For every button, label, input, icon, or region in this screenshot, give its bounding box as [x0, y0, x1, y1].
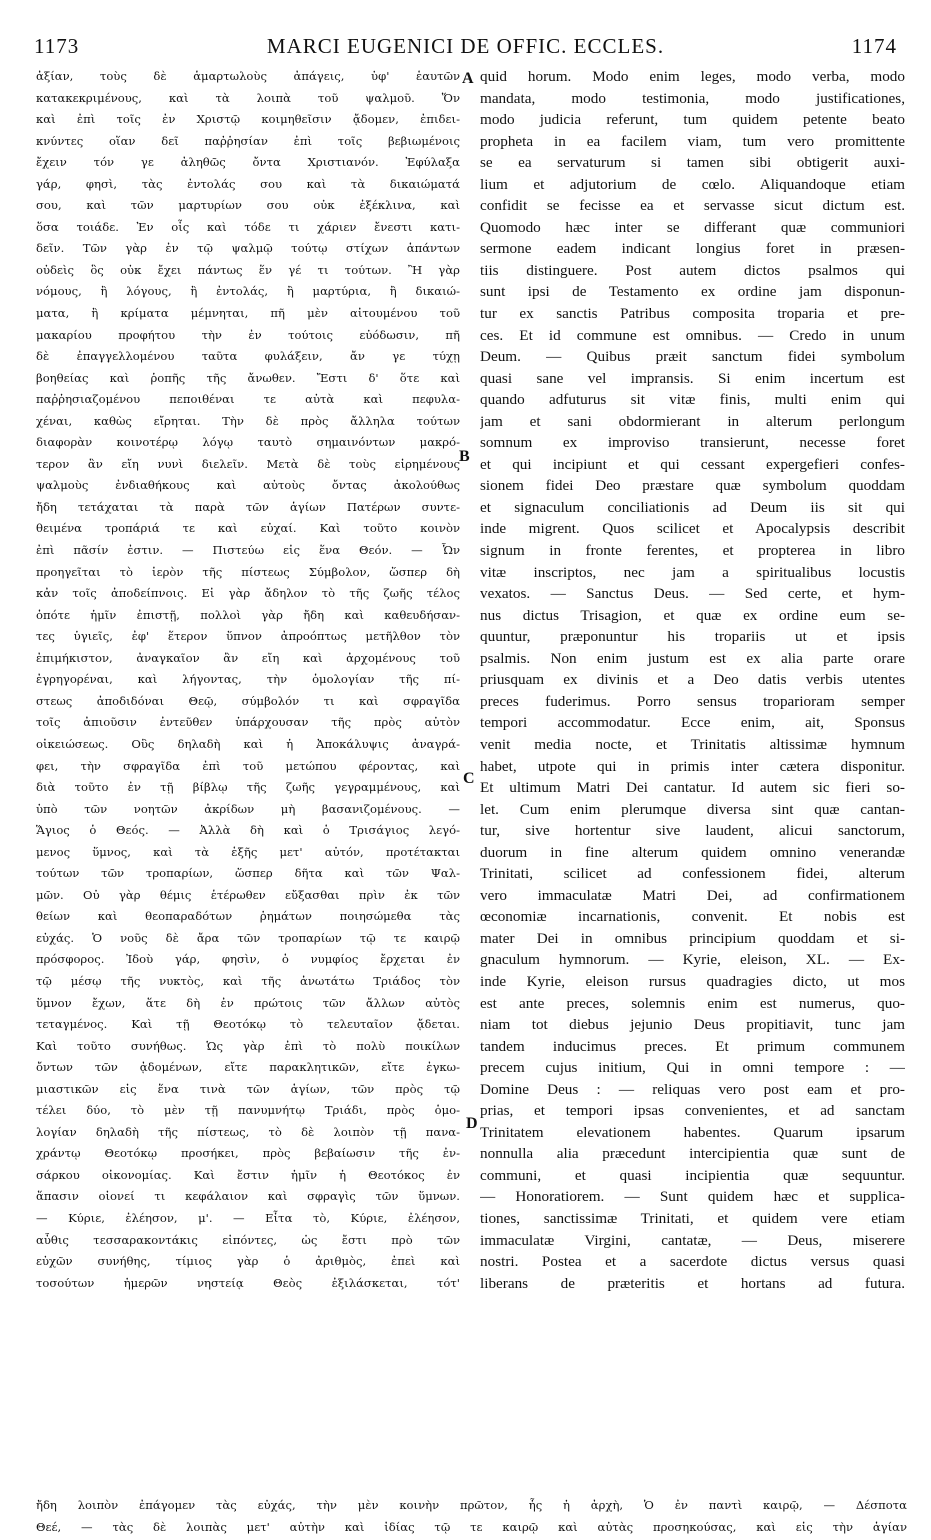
latin-text-line: vitæ inscriptos, nec jam a spiritualibus locustis	[480, 563, 905, 581]
page-number-right: 1174	[851, 34, 897, 58]
latin-column	[480, 66, 905, 1294]
greek-column	[36, 66, 460, 1294]
greek-text-line: ὁπότε ἡμῖν ἐπιστῇ, πολλοὶ γὰρ ἤδη καὶ καθευδήσαν-	[36, 607, 460, 622]
latin-text-line: venit media nocte, et Trinitatis altissimæ hymnum	[480, 735, 905, 753]
greek-text-line: πρόσφορος. Ἰδοὺ γάρ, φησὶν, ὁ νυμφίος ἔρχεται ἐν	[36, 952, 460, 967]
latin-text-line: œconomiæ incarnationis, convenit. Et nobis est	[480, 908, 905, 926]
greek-text-line: εὐχάς. Ὁ νοῦς δὲ ἄρα τῶν τροπαρίων τῷ τε καιρῷ	[36, 930, 460, 945]
bottom-text-line: Θεέ, — τὰς δὲ λοιπὰς μετ' αὐτὴν καὶ ἰδίας τῷ τε καιρῷ καὶ αὐτὰς προσηκούσας, καὶ εἰς τὴν ἁγίαν	[36, 1519, 907, 1534]
greek-text-line: δὲ ἐπαγγελλομένου ταῦτα φυλάξειν, ἄν γε τύχῃ	[36, 349, 460, 364]
greek-text-line: χέναι, καθὼς εἴρηται. Τὴν δὲ πρὸς ἄλληλα τούτων	[36, 413, 460, 428]
latin-text-line: tiis distinguere. Post autem dictos psalmos qui	[480, 261, 905, 279]
latin-text-line: vero immaculatæ Matri Dei, ad confirmationem	[480, 886, 905, 904]
latin-text-line: Domine Deus : — reliquas vero post eam et pro-	[480, 1080, 905, 1098]
greek-text-line: τες ὑγιεῖς, ἐφ' ἕτερον ὕπνον ἀπροόπτως μετῆλθον τὸν	[36, 629, 460, 644]
latin-text-line: sionem fidei Deo præstare quæ symbolum quoddam	[480, 477, 905, 495]
greek-text-line: ἤδη τετάχαται τὰ παρὰ τῶν ἁγίων Πατέρων συντε-	[36, 499, 460, 514]
latin-text-line: duorum in fine alterum quidem omnino venerandæ	[480, 843, 905, 861]
latin-text-line: inde Kyrie, eleison rursus quadragies dicto, ut mos	[480, 972, 905, 990]
greek-text-line: ἅπασιν οἱονεί τι κεφάλαιον καὶ σφραγὶς τῶν ὕμνων.	[36, 1189, 460, 1204]
latin-text-line: nus dictus Trisagion, et quæ ex ordine eum se-	[480, 606, 905, 624]
bottom-text-line: ἤδη λοιπὸν ἐπάγομεν τὰς εὐχάς, τὴν μὲν κοινὴν πρῶτον, ἧς ἡ ἀρχὴ, Ὁ ἐν παντὶ καιρῷ, — Δέσποτα	[36, 1498, 907, 1512]
greek-text-line: τέλει δύο, τὸ μὲν τῇ πανυμνήτῳ Τριάδι, πρὸς ὁμο-	[36, 1103, 460, 1118]
greek-text-line: ἐπὶ πᾶσίν ἐστιν. — Πιστεύω εἰς ἕνα Θεόν. — Ὧν	[36, 543, 460, 558]
greek-text-line: — Κύριε, ἐλέησον, μ'. — Εἶτα τὸ, Κύριε, ἐλέησον,	[36, 1210, 460, 1225]
greek-text-line: ὄντων τῶν ᾀδομένων, εἴτε παρακλητικῶν, εἴτε ἐγκω-	[36, 1060, 460, 1075]
latin-text-line: gnaculum hymnorum. — Kyrie, eleison, XL. — Ex-	[480, 951, 905, 969]
latin-text-line: tempori accommodatur. Ecce enim, ait, Sponsus	[480, 714, 905, 732]
latin-text-line: sunt ipsi de Testamento ex ordine jam disponun-	[480, 283, 905, 301]
greek-text-line: διαφορὰν κοινοτέρῳ λόγῳ ταυτὸ σημαινόντων μακρό-	[36, 435, 460, 450]
greek-text-line: διὰ τοῦτο ἐν τῇ βίβλῳ τῆς ζωῆς γεγραμμένους, καὶ	[36, 780, 460, 795]
greek-text-line: κἀν τοῖς ἀποδείπνοις. Εἰ γὰρ ἄδηλον τὸ τῆς ζωῆς τέλος	[36, 586, 460, 601]
greek-text-line: χράντῳ Θεοτόκῳ προσήκει, πρὸς βεβαίωσιν τῆς ἐν-	[36, 1146, 460, 1161]
greek-text-line: μακαρίου προφήτου τὴν ἐν τούτοις εὐόδωσιν, πῆ	[36, 327, 460, 342]
latin-text-line: let. Cum enim plerumque diversa sint quæ cantan-	[480, 800, 905, 818]
latin-text-line: Et ultimum Matri Dei cantatur. Id autem sic fieri so-	[480, 779, 905, 797]
latin-text-line: tandem inducimus preces. Et primum communem	[480, 1037, 905, 1055]
greek-text-line: παῤῥησιαζομένου πεποιθέναι τε αὐτὰ καὶ πεφυλα-	[36, 392, 460, 407]
latin-text-line: tur, sive hortentur sive laudent, alicui sanctorum,	[480, 822, 905, 840]
page-number-left: 1173	[34, 34, 80, 58]
latin-text-line: niam tot diebus jejunio Deus propitiavit, tunc jam	[480, 1016, 905, 1034]
greek-text-line: καὶ ἐπὶ τοῖς ἐν Χριστῷ κοιμηθεῖσιν ᾄδομεν, ἐπιδει-	[36, 112, 460, 127]
latin-text-line: vexatos. — Sanctus Deus. — Sed certe, et hym-	[480, 585, 905, 603]
greek-text-line: κνύντες οἵαν δεῖ παῤῥησίαν ἐπὶ τοῖς βεβιωμένοις	[36, 133, 460, 148]
latin-text-line: — Honoratiorem. — Sunt quidem hæc et supplica-	[480, 1188, 905, 1206]
latin-text-line: et signaculum conciliationis ad Deum iis sit qui	[480, 498, 905, 516]
latin-text-line: inde migrent. Quos scilicet et Apocalypsis describit	[480, 520, 905, 538]
latin-text-line: quuntur, præponuntur his tropariis ut et ipsis	[480, 628, 905, 646]
latin-text-line: propheta in ea facilem viam, tum vero promittente	[480, 132, 905, 150]
latin-text-line: tiones, sanctissimæ Trinitati, et quidem vere etiam	[480, 1209, 905, 1227]
latin-text-line: Quomodo hæc inter se differant quæ communiori	[480, 218, 905, 236]
latin-text-line: mandata, modo testimonia, modo justificationes,	[480, 89, 905, 107]
greek-text-line: μιαστικῶν εἰς ἕνα τινὰ τῶν ἁγίων, τῶν πρὸς τῷ	[36, 1081, 460, 1096]
greek-text-line: βοηθείας καὶ ῥοπῆς τῆς ἄνωθεν. Ἔστι δ' ὅτε καὶ	[36, 370, 460, 385]
margin-letter-b: B	[459, 448, 470, 465]
latin-text-line: sermone eadem indicant longius foret in præsen-	[480, 240, 905, 258]
latin-text-line: signum in fronte ferentes, et propterea in libro	[480, 542, 905, 560]
greek-text-line: ὑπὸ τῶν νοητῶν ἀκρίδων μὴ βασανιζομένους. —	[36, 801, 460, 816]
latin-text-line: modo judicia referunt, tum quidem petente beato	[480, 111, 905, 129]
greek-text-line: ὅσα τοιάδε. Ἐν οἷς καὶ τόδε τι χάριεν ἔνεστι κατι-	[36, 219, 460, 234]
greek-text-line: τοῖς ἀπιοῦσιν ἐντεῦθεν ὑπάρχουσαν τῆς πρὸς αὐτὸν	[36, 715, 460, 730]
latin-text-line: prias, et tempori ipsas convenientes, et ad sanctam	[480, 1102, 905, 1120]
greek-text-line: ἀξίαν, τοὺς δὲ ἁμαρτωλοὺς ἀπάγεις, ὑφ' ἑαυτῶν	[36, 69, 460, 83]
latin-text-line: jam et sani obdormierant in alterum perlongum	[480, 412, 905, 430]
margin-letter-d: D	[466, 1115, 478, 1132]
greek-text-line: τερον ἂν εἴη νυνὶ διελεῖν. Μετὰ δὲ τοὺς εἰρημένους	[36, 456, 460, 471]
margin-letter-a: A	[462, 70, 474, 87]
latin-text-line: confidit se fecisse ea et servasse sicut dictum est.	[480, 197, 905, 215]
latin-text-line: habet, utpote qui in primis inter cætera disponitur.	[480, 757, 905, 775]
margin-letter-c: C	[463, 770, 475, 787]
latin-text-line: liberans de præteritis et hortans ad futura.	[480, 1274, 905, 1292]
latin-text-line: somnum ex improviso transierunt, necesse foret	[480, 434, 905, 452]
latin-text-line: tur ex sanctis Patribus composita troparia et pre-	[480, 305, 905, 323]
greek-text-line: λογίαν δηλαδὴ τῆς πίστεως, τὸ δὲ λοιπὸν τῇ πανα-	[36, 1124, 460, 1139]
greek-text-line: τῷ μέσῳ τῆς νυκτὸς, καὶ τῆς ἀνωτάτω Τριάδος τὸν	[36, 973, 460, 988]
greek-text-line: εὐχῶν συνήθης, τίμιος γὰρ ὁ ἀριθμὸς, ἐπεὶ καὶ	[36, 1254, 460, 1269]
greek-text-line: ἐπιμήκιστον, ἀναγκαῖον ἂν εἴη καὶ ἀρχομένους τοῦ	[36, 650, 460, 665]
latin-text-line: priusquam ex divinis et a Deo datis verbis utentes	[480, 671, 905, 689]
greek-text-line: μῶν. Οὐ γὰρ θέμις ἑτέρωθεν εὔξασθαι πρὶν ἐκ τῶν	[36, 887, 460, 902]
greek-text-line: Ἅγιος ὁ Θεός. — Ἀλλὰ δὴ καὶ ὁ Τρισάγιος λεγό-	[36, 823, 460, 838]
latin-text-line: immaculatæ Virgini, cantatæ, — Deus, miserere	[480, 1231, 905, 1249]
latin-text-line: et qui incipiunt et qui cessant expergefieri confes-	[480, 455, 905, 473]
greek-text-line: τούτων τῶν τροπαρίων, ὥσπερ δῆτα καὶ τῶν Ψαλ-	[36, 866, 460, 881]
greek-text-line: Καὶ τοῦτο συνήθως. Ὡς γὰρ ἐπὶ τὸ πολὺ ποικίλων	[36, 1038, 460, 1053]
latin-text-line: communi, et quasi incipientia quæ sequuntur.	[480, 1166, 905, 1184]
latin-text-line: est ante preces, solemnis enim est numerus, quo-	[480, 994, 905, 1012]
running-title: MARCI EUGENICI DE OFFIC. ECCLES.	[266, 34, 665, 58]
latin-text-line: lium et adjutorium de cœlo. Aliquandoque etiam	[480, 175, 905, 193]
latin-text-line: ces. Et id commune est omnibus. — Credo in unum	[480, 326, 905, 344]
greek-text-line: δεῖν. Τῶν γὰρ ἐν τῷ ψαλμῷ τούτῳ στίχων ἁπάντων	[36, 241, 460, 256]
latin-text-line: quando adfuturus sit vitæ finis, multi enim qui	[480, 391, 905, 409]
latin-text-line: quid horum. Modo enim leges, modo verba, modo	[480, 68, 905, 85]
latin-text-line: precem cujus initium, Qui in omni tempore : —	[480, 1059, 905, 1077]
latin-text-line: nostri. Postea et a sacerdote dictus versus quasi	[480, 1253, 905, 1271]
greek-text-line: ἔχειν τόν γε ἀληθῶς ὄντα Χριστιανόν. Ἐφύλαξα	[36, 155, 460, 170]
greek-text-line: μενος ὕμνος, καὶ τὰ ἑξῆς μετ' αὐτόν, προτέτακται	[36, 844, 460, 859]
greek-text-line: ἐγρηγορέναι, καὶ λήγοντας, τὴν ὁμολογίαν τῆς πί-	[36, 672, 460, 687]
latin-text-line: quasi sane vel impransis. Si enim incertum est	[480, 369, 905, 387]
greek-text-line: ματα, ἢ κρίματα μέμνηται, πῆ μὲν αἰτουμένου τοῦ	[36, 306, 460, 321]
greek-text-line: ψαλμοὺς ἐνδιαθήκους καὶ αὐτοὺς ὄντας ἀκολούθως	[36, 478, 460, 493]
latin-text-line: preces fuderimus. Porro sensus troparioram semper	[480, 692, 905, 710]
greek-text-line: νόμους, ἢ λόγους, ἢ ἐντολάς, ἢ μαρτύρια, ἢ δικαιώ-	[36, 284, 460, 299]
bottom-greek-lines	[36, 1495, 907, 1538]
greek-text-line: οἰκειώσεως. Οὓς δηλαδὴ καὶ ἡ Ἀποκάλυψις ἀναγρά-	[36, 736, 460, 751]
greek-text-line: φει, τὴν σφραγῖδα ἐπὶ τοῦ μετώπου φέροντας, καὶ	[36, 758, 460, 773]
greek-text-line: θείων καὶ θεοπαραδότων ῥημάτων ποιησώμεθα τὰς	[36, 909, 460, 924]
latin-text-line: Trinitati, scilicet ad confessionem fidei, alterum	[480, 865, 905, 883]
greek-text-line: στεως ἀποδιδόναι Θεῷ, σύμβολόν τι καὶ σφραγῖδα	[36, 693, 460, 708]
latin-text-line: Trinitatem elevationem habentes. Quarum ipsarum	[480, 1123, 905, 1141]
greek-text-line: γάρ, φησὶ, τὰς ἐντολάς σου καὶ τὰ δικαιώματά	[36, 176, 460, 191]
latin-text-line: Deum. — Quibus præit sanctum fidei symbolum	[480, 348, 905, 366]
latin-text-line: nonnulla alia præcedunt intercipientia quæ sunt de	[480, 1145, 905, 1163]
latin-text-line: psalmis. Non enim justum est ex alia parte orare	[480, 649, 905, 667]
greek-text-line: προηγεῖται τὸ ἱερὸν τῆς πίστεως Σύμβολον, ὥσπερ δὴ	[36, 564, 460, 579]
running-header	[34, 34, 897, 62]
greek-text-line: αὖθις τεσσαρακοντάκις εἰπόντες, ὡς ἔστι πρὸ τῶν	[36, 1232, 460, 1247]
latin-text-line: se ea servaturum si tamen sibi obtigerit auxi-	[480, 154, 905, 172]
greek-text-line: σάρκου οἰκονομίας. Καὶ ἔστιν ἡμῖν ἡ Θεοτόκος ἐν	[36, 1167, 460, 1182]
greek-text-line: σου, καὶ τῶν μαρτυρίων σου οὐκ ἐξέκλινα, καὶ	[36, 198, 460, 213]
greek-text-line: οὐδεὶς ὃς οὐκ ἔχει πάντως ἕν γέ τι τούτων. Ἢ γὰρ	[36, 262, 460, 277]
greek-text-line: κατακεκριμένους, καὶ τὰ λοιπὰ τοῦ ψαλμοῦ. Ὅν	[36, 90, 460, 105]
greek-text-line: θειμένα τροπάριά τε καὶ εὐχαί. Καὶ τοῦτο κοινὸν	[36, 521, 460, 536]
greek-text-line: τεταγμένος. Καὶ τῇ Θεοτόκῳ τὸ τελευταῖον ᾄδεται.	[36, 1017, 460, 1032]
greek-text-line: τοσούτων ἡμερῶν νηστείᾳ Θεὸς ἐξιλάσκεται, τότ'	[36, 1275, 460, 1290]
greek-text-line: ὕμνον ἔχων, ἅτε δὴ ἐν πρώτοις τῶν ἄλλων αὐτὸς	[36, 995, 460, 1010]
latin-text-line: mater Dei in omnibus principium quoddam et si-	[480, 929, 905, 947]
